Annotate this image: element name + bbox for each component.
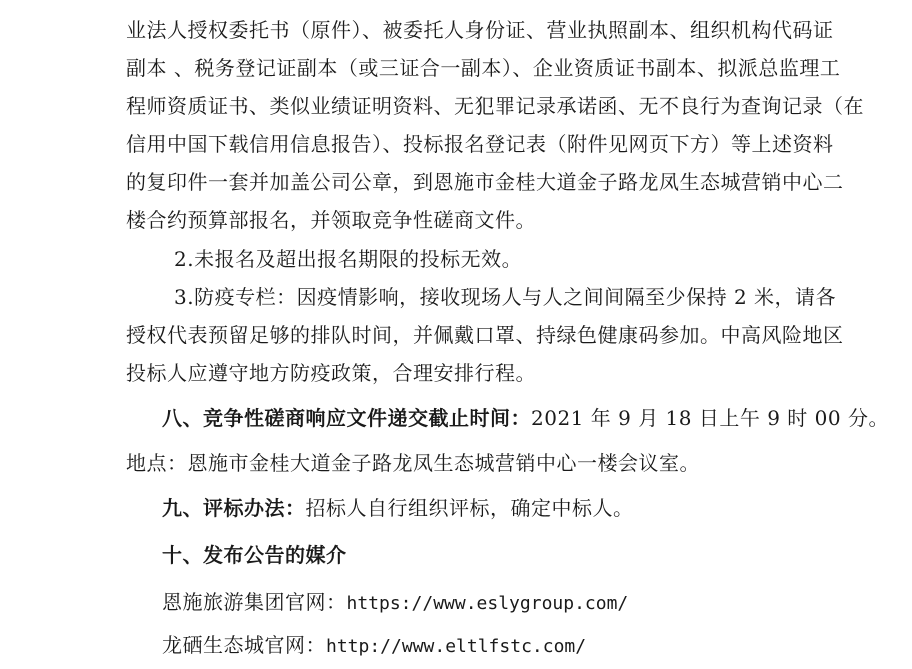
submission-location: 地点：恩施市金桂大道金子路龙凤生态城营销中心一楼会议室。 bbox=[126, 451, 700, 475]
section-8-heading: 八、竞争性磋商响应文件递交截止时间： bbox=[162, 406, 531, 430]
media-line-2 bbox=[162, 633, 586, 659]
paragraph-line: 的复印件一套并加盖公司公章，到恩施市金桂大道金子路龙凤生态城营销中心二 bbox=[126, 170, 844, 194]
paragraph-line: 业法人授权委托书（原件）、被委托人身份证、营业执照副本、组织机构代码证 bbox=[126, 18, 834, 42]
media-2-label: 龙硒生态城官网： bbox=[162, 633, 326, 657]
list-item-3-line: 授权代表预留足够的排队时间，并佩戴口罩、持绿色健康码参加。中高风险地区 bbox=[126, 323, 844, 347]
paragraph-line: 信用中国下载信用信息报告）、投标报名登记表（附件见网页下方）等上述资料 bbox=[126, 132, 834, 156]
paragraph-line: 程师资质证书、类似业绩证明资料、无犯罪记录承诺函、无不良行为查询记录（在 bbox=[126, 94, 864, 118]
list-item-3-line: 3.防疫专栏：因疫情影响，接收现场人与人之间间隔至少保持 2 米，请各 bbox=[174, 285, 837, 309]
media-line-1 bbox=[162, 590, 628, 616]
evaluation-method: 招标人自行组织评标，确定中标人。 bbox=[305, 496, 634, 520]
section-9-heading: 九、评标办法： bbox=[162, 496, 306, 520]
list-item-3-line: 投标人应遵守地方防疫政策，合理安排行程。 bbox=[126, 361, 536, 385]
media-2-link[interactable]: http://www.eltlfstc.com/ bbox=[326, 636, 587, 657]
paragraph-line: 楼合约预算部报名，并领取竞争性磋商文件。 bbox=[126, 208, 536, 232]
section-9-line bbox=[162, 496, 634, 520]
paragraph-line: 副本 、税务登记证副本（或三证合一副本）、企业资质证书副本、拟派总监理工 bbox=[126, 56, 841, 80]
media-1-label: 恩施旅游集团官网： bbox=[162, 590, 347, 614]
media-1-link[interactable]: https://www.eslygroup.com/ bbox=[346, 593, 629, 614]
submission-deadline: 2021 年 9 月 18 日上午 9 时 00 分。 bbox=[531, 406, 889, 430]
list-item-2: 2.未报名及超出报名期限的投标无效。 bbox=[174, 247, 523, 271]
section-10-heading: 十、发布公告的媒介 bbox=[162, 543, 347, 567]
section-8-line bbox=[162, 406, 889, 430]
